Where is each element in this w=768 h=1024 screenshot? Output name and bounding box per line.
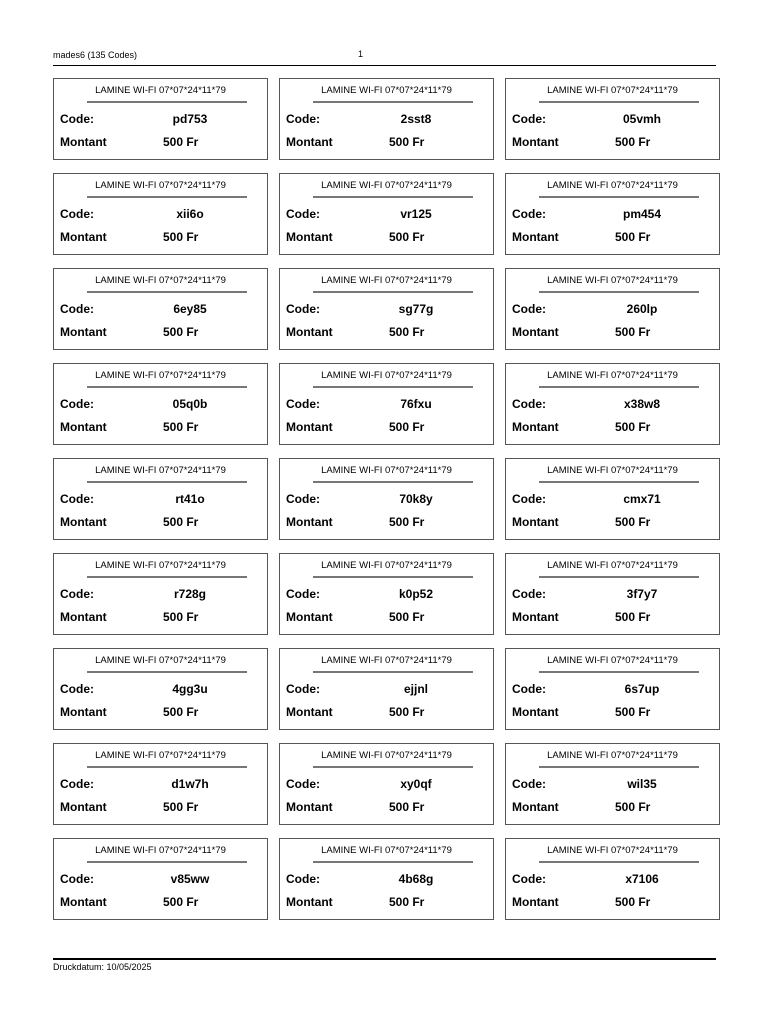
code-label: Code:: [286, 492, 320, 506]
voucher-title: LAMINE WI-FI 07*07*24*11*79: [547, 560, 678, 571]
voucher-card: [279, 78, 494, 160]
amount-label: Montant: [512, 610, 559, 624]
voucher-card: [279, 743, 494, 825]
voucher-title: LAMINE WI-FI 07*07*24*11*79: [547, 180, 678, 191]
code-label: Code:: [286, 302, 320, 316]
voucher-divider: [313, 196, 473, 198]
amount-value: 500 Fr: [163, 800, 199, 814]
voucher-card: [505, 78, 720, 160]
code-label: Code:: [286, 207, 320, 221]
amount-value: 500 Fr: [389, 705, 425, 719]
voucher-divider: [539, 291, 699, 293]
code-value: ejjnl: [403, 682, 428, 696]
code-value: rt41o: [175, 492, 205, 506]
amount-label: Montant: [512, 135, 559, 149]
voucher-card: [53, 648, 268, 730]
code-value: 6ey85: [173, 302, 207, 316]
voucher-title: LAMINE WI-FI 07*07*24*11*79: [95, 85, 226, 96]
voucher-card: [505, 648, 720, 730]
code-value: 76fxu: [400, 397, 432, 411]
code-value: 2sst8: [400, 112, 432, 126]
amount-value: 500 Fr: [163, 895, 199, 909]
amount-label: Montant: [512, 895, 559, 909]
voucher-title: LAMINE WI-FI 07*07*24*11*79: [95, 560, 226, 571]
code-value: pm454: [622, 207, 662, 221]
amount-label: Montant: [60, 705, 107, 719]
voucher-card: [53, 173, 268, 255]
voucher-divider: [539, 101, 699, 103]
voucher-divider: [313, 576, 473, 578]
print-date: Druckdatum: 10/05/2025: [53, 962, 152, 972]
voucher-title: LAMINE WI-FI 07*07*24*11*79: [547, 465, 678, 476]
amount-label: Montant: [60, 610, 107, 624]
page-number: 1: [358, 49, 364, 59]
code-value: 6s7up: [624, 682, 660, 696]
amount-value: 500 Fr: [163, 610, 199, 624]
voucher-title: LAMINE WI-FI 07*07*24*11*79: [321, 275, 452, 286]
voucher-card: [53, 458, 268, 540]
voucher-title: LAMINE WI-FI 07*07*24*11*79: [547, 655, 678, 666]
voucher-divider: [313, 766, 473, 768]
amount-value: 500 Fr: [389, 325, 425, 339]
code-label: Code:: [512, 112, 546, 126]
amount-value: 500 Fr: [615, 420, 651, 434]
amount-label: Montant: [286, 230, 333, 244]
voucher-divider: [87, 671, 247, 673]
code-label: Code:: [60, 302, 94, 316]
amount-value: 500 Fr: [163, 135, 199, 149]
code-value: 05vmh: [622, 112, 662, 126]
code-value: r728g: [173, 587, 207, 601]
voucher-divider: [313, 386, 473, 388]
amount-value: 500 Fr: [615, 895, 651, 909]
voucher-divider: [87, 291, 247, 293]
voucher-divider: [539, 766, 699, 768]
voucher-divider: [313, 861, 473, 863]
code-label: Code:: [60, 207, 94, 221]
amount-label: Montant: [286, 895, 333, 909]
voucher-title: LAMINE WI-FI 07*07*24*11*79: [95, 750, 226, 761]
voucher-divider: [87, 386, 247, 388]
code-value: cmx71: [623, 492, 661, 506]
voucher-title: LAMINE WI-FI 07*07*24*11*79: [321, 85, 452, 96]
amount-value: 500 Fr: [163, 705, 199, 719]
voucher-card: [279, 268, 494, 350]
amount-value: 500 Fr: [389, 800, 425, 814]
amount-label: Montant: [60, 515, 107, 529]
amount-label: Montant: [60, 800, 107, 814]
amount-value: 500 Fr: [163, 325, 199, 339]
code-label: Code:: [286, 112, 320, 126]
code-label: Code:: [286, 777, 320, 791]
amount-value: 500 Fr: [163, 420, 199, 434]
voucher-grid: [53, 78, 720, 920]
code-label: Code:: [512, 397, 546, 411]
voucher-divider: [87, 576, 247, 578]
voucher-title: LAMINE WI-FI 07*07*24*11*79: [547, 370, 678, 381]
voucher-card: [53, 553, 268, 635]
code-label: Code:: [60, 872, 94, 886]
voucher-card: [279, 553, 494, 635]
voucher-card: [53, 268, 268, 350]
voucher-title: LAMINE WI-FI 07*07*24*11*79: [321, 180, 452, 191]
code-value: xii6o: [176, 207, 204, 221]
code-value: vr125: [400, 207, 432, 221]
voucher-title: LAMINE WI-FI 07*07*24*11*79: [95, 845, 226, 856]
voucher-card: [505, 553, 720, 635]
voucher-card: [505, 268, 720, 350]
document-title: mades6 (135 Codes): [53, 50, 138, 60]
code-value: wil35: [627, 777, 657, 791]
voucher-title: LAMINE WI-FI 07*07*24*11*79: [95, 180, 226, 191]
code-value: pd753: [172, 112, 208, 126]
amount-label: Montant: [286, 515, 333, 529]
code-label: Code:: [512, 492, 546, 506]
code-label: Code:: [512, 207, 546, 221]
voucher-title: LAMINE WI-FI 07*07*24*11*79: [321, 750, 452, 761]
amount-label: Montant: [60, 325, 107, 339]
voucher-card: [505, 173, 720, 255]
voucher-title: LAMINE WI-FI 07*07*24*11*79: [547, 275, 678, 286]
amount-label: Montant: [60, 895, 107, 909]
amount-value: 500 Fr: [615, 325, 651, 339]
voucher-divider: [87, 196, 247, 198]
voucher-divider: [539, 196, 699, 198]
voucher-card: [53, 78, 268, 160]
amount-value: 500 Fr: [615, 230, 651, 244]
code-value: sg77g: [398, 302, 434, 316]
voucher-title: LAMINE WI-FI 07*07*24*11*79: [321, 560, 452, 571]
voucher-divider: [87, 481, 247, 483]
code-value: x7106: [625, 872, 659, 886]
header-divider: [53, 65, 716, 66]
amount-label: Montant: [60, 230, 107, 244]
code-label: Code:: [286, 682, 320, 696]
code-value: 260lp: [626, 302, 658, 316]
voucher-card: [53, 363, 268, 445]
voucher-title: LAMINE WI-FI 07*07*24*11*79: [321, 845, 452, 856]
code-value: d1w7h: [171, 777, 209, 791]
voucher-divider: [87, 766, 247, 768]
code-value: v85ww: [170, 872, 210, 886]
voucher-title: LAMINE WI-FI 07*07*24*11*79: [321, 370, 452, 381]
amount-value: 500 Fr: [389, 135, 425, 149]
code-value: xy0qf: [400, 777, 432, 791]
amount-label: Montant: [60, 420, 107, 434]
code-label: Code:: [60, 397, 94, 411]
amount-label: Montant: [286, 420, 333, 434]
code-label: Code:: [512, 302, 546, 316]
amount-label: Montant: [512, 325, 559, 339]
code-value: x38w8: [623, 397, 661, 411]
code-label: Code:: [60, 492, 94, 506]
voucher-title: LAMINE WI-FI 07*07*24*11*79: [95, 655, 226, 666]
amount-value: 500 Fr: [389, 515, 425, 529]
voucher-card: [505, 838, 720, 920]
voucher-title: LAMINE WI-FI 07*07*24*11*79: [95, 275, 226, 286]
voucher-title: LAMINE WI-FI 07*07*24*11*79: [95, 370, 226, 381]
amount-value: 500 Fr: [615, 515, 651, 529]
code-value: k0p52: [398, 587, 434, 601]
code-label: Code:: [60, 682, 94, 696]
code-value: 4gg3u: [172, 682, 208, 696]
code-label: Code:: [286, 397, 320, 411]
code-value: 3f7y7: [626, 587, 658, 601]
voucher-title: LAMINE WI-FI 07*07*24*11*79: [95, 465, 226, 476]
amount-value: 500 Fr: [389, 610, 425, 624]
voucher-divider: [539, 481, 699, 483]
code-label: Code:: [286, 587, 320, 601]
amount-label: Montant: [286, 610, 333, 624]
voucher-divider: [313, 481, 473, 483]
code-label: Code:: [512, 872, 546, 886]
code-label: Code:: [60, 112, 94, 126]
amount-value: 500 Fr: [389, 895, 425, 909]
code-value: 70k8y: [399, 492, 433, 506]
voucher-card: [53, 838, 268, 920]
amount-label: Montant: [512, 230, 559, 244]
voucher-title: LAMINE WI-FI 07*07*24*11*79: [547, 845, 678, 856]
code-label: Code:: [512, 777, 546, 791]
amount-value: 500 Fr: [163, 230, 199, 244]
footer-divider: [53, 958, 716, 960]
voucher-title: LAMINE WI-FI 07*07*24*11*79: [547, 85, 678, 96]
amount-value: 500 Fr: [615, 705, 651, 719]
code-value: 4b68g: [398, 872, 434, 886]
amount-label: Montant: [286, 325, 333, 339]
voucher-card: [53, 743, 268, 825]
voucher-divider: [87, 861, 247, 863]
voucher-card: [279, 838, 494, 920]
amount-label: Montant: [60, 135, 107, 149]
voucher-card: [505, 363, 720, 445]
amount-label: Montant: [512, 420, 559, 434]
amount-label: Montant: [512, 515, 559, 529]
voucher-title: LAMINE WI-FI 07*07*24*11*79: [321, 465, 452, 476]
voucher-divider: [539, 386, 699, 388]
voucher-card: [279, 458, 494, 540]
amount-value: 500 Fr: [163, 515, 199, 529]
code-label: Code:: [60, 587, 94, 601]
voucher-card: [279, 648, 494, 730]
voucher-divider: [539, 861, 699, 863]
voucher-divider: [87, 101, 247, 103]
voucher-divider: [313, 291, 473, 293]
voucher-title: LAMINE WI-FI 07*07*24*11*79: [321, 655, 452, 666]
voucher-divider: [539, 671, 699, 673]
voucher-divider: [313, 671, 473, 673]
voucher-divider: [313, 101, 473, 103]
voucher-card: [505, 458, 720, 540]
amount-value: 500 Fr: [615, 610, 651, 624]
code-value: 05q0b: [172, 397, 208, 411]
amount-value: 500 Fr: [615, 800, 651, 814]
voucher-title: LAMINE WI-FI 07*07*24*11*79: [547, 750, 678, 761]
voucher-card: [279, 173, 494, 255]
amount-value: 500 Fr: [615, 135, 651, 149]
amount-value: 500 Fr: [389, 420, 425, 434]
amount-label: Montant: [286, 135, 333, 149]
amount-value: 500 Fr: [389, 230, 425, 244]
voucher-divider: [539, 576, 699, 578]
amount-label: Montant: [286, 800, 333, 814]
voucher-card: [505, 743, 720, 825]
code-label: Code:: [60, 777, 94, 791]
code-label: Code:: [512, 587, 546, 601]
amount-label: Montant: [512, 800, 559, 814]
amount-label: Montant: [512, 705, 559, 719]
amount-label: Montant: [286, 705, 333, 719]
code-label: Code:: [512, 682, 546, 696]
voucher-card: [279, 363, 494, 445]
code-label: Code:: [286, 872, 320, 886]
